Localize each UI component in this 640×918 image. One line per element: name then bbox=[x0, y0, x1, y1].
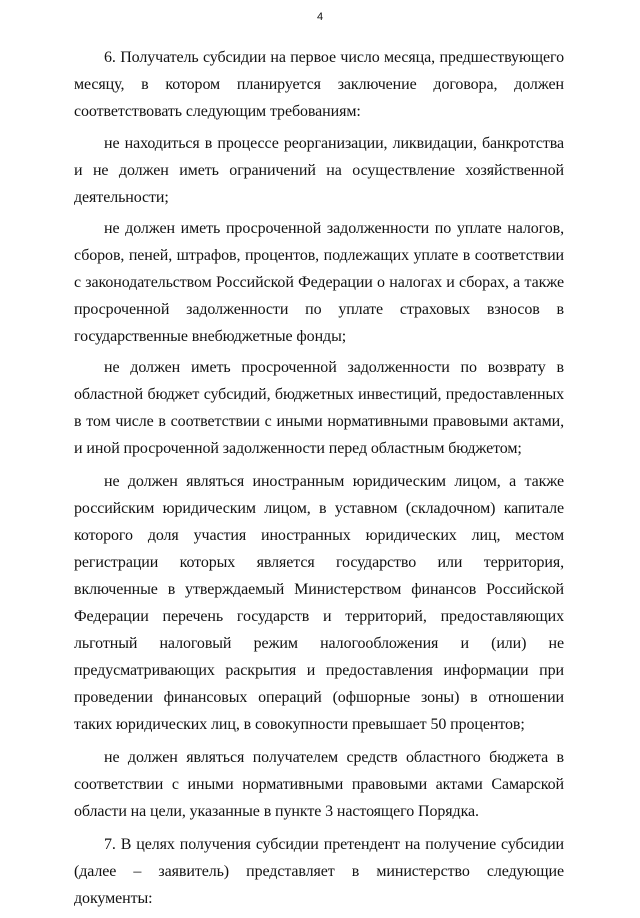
requirement-not-foreign-entity: не должен являться иностранным юридическим лицом, а также российским юридическим лицом, в уставном (складочном) капитале которого доля участия иностранных юридических лиц, местом регистрации которых является государство или территория, включенные в утверждаемый Министерством финансов Российской Федерации перечень государств и территорий, предоставляющих льготный налоговый режим налогообложения и (или) не предусматривающих раскрытия и предоставления информации при проведении финансовых операций (офшорные зоны) в отношении таких юридических лиц, в совокупности превышает 50 процентов; bbox=[74, 473, 564, 733]
requirement-no-tax-arrears: не должен иметь просроченной задолженности по уплате налогов, сборов, пеней, штрафов, процентов, подлежащих уплате в соответствии с законодательством Российской Федерации о налогах и сборах, а также просроченной задолженности по уплате страховых взносов в государственные внебюджетные фонды; bbox=[74, 220, 564, 345]
paragraph-clause-6: 6. Получатель субсидии на первое число месяца, предшествующего месяцу, в котором планируется заключение договора, должен соответствовать следующим требованиям: bbox=[74, 49, 564, 120]
page-number: 4 bbox=[316, 11, 324, 23]
requirement-no-budget-arrears: не должен иметь просроченной задолженности по возврату в областной бюджет субсидий, бюджетных инвестиций, предоставленных в том числе в соответствии с иными нормативными правовыми актами, и иной просроченной задолженности перед областным бюджетом; bbox=[74, 359, 564, 457]
document-body bbox=[74, 44, 564, 918]
requirement-not-other-recipient: не должен являться получателем средств областного бюджета в соответствии с иными нормативными правовыми актами Самарской области на цели, указанные в пункте 3 настоящего Порядка. bbox=[74, 749, 564, 820]
requirement-no-reorganization: не находиться в процессе реорганизации, ликвидации, банкротства и не должен иметь ограничений на осуществление хозяйственной деятельности; bbox=[74, 135, 564, 206]
paragraph-clause-7: 7. В целях получения субсидии претендент на получение субсидии (далее – заявитель) представляет в министерство следующие документы: bbox=[74, 836, 564, 907]
